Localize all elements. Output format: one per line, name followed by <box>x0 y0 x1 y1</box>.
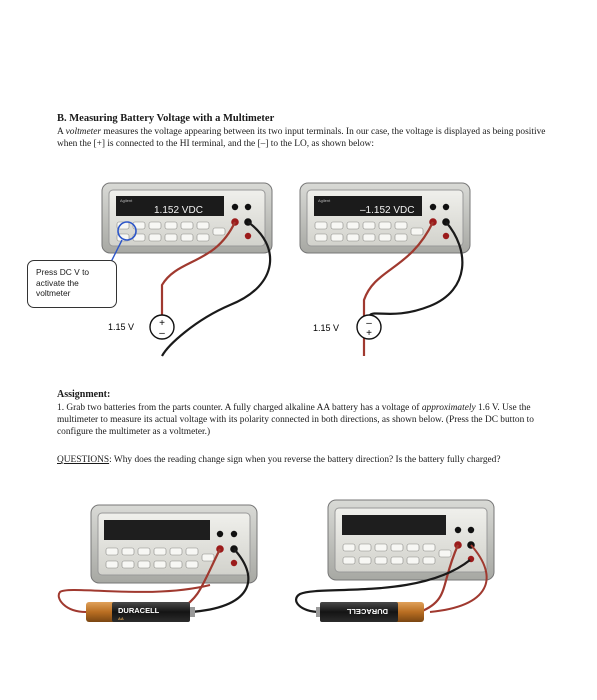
multimeter-top-left <box>102 183 272 253</box>
intro-term: voltmeter <box>65 127 102 137</box>
section-title: B. Measuring Battery Voltage with a Multimeter <box>57 113 275 124</box>
multimeter-top-right <box>300 183 470 253</box>
battery-brand: DURACELL <box>118 606 160 615</box>
battery-brand: DURACELL <box>346 607 388 616</box>
questions-text: : Why does the reading change sign when you reverse the battery direction? Is the battery fully charged? <box>109 455 501 465</box>
assignment-text-em: approximately <box>421 403 476 413</box>
questions-paragraph <box>57 454 542 466</box>
battery-left <box>86 602 195 622</box>
dcv-callout: Press DC V to activate the voltmeter <box>27 260 117 308</box>
assignment-text-b: 1.6 V. Use the multimeter to measure its actual voltage with its polarity connected in both directions, as shown below. (Press the DC button to configure the multimeter as a voltmeter.) <box>57 403 534 438</box>
intro-lead: A <box>57 127 66 137</box>
meter-display-reading: 1.152 VDC <box>154 205 203 216</box>
source-right-label: 1.15 V <box>313 323 340 333</box>
assignment-text <box>57 402 542 439</box>
meter-brand: Agilent <box>120 198 133 203</box>
source-left-label: 1.15 V <box>108 322 135 332</box>
minus-symbol: – <box>366 318 372 329</box>
minus-symbol: – <box>159 328 165 339</box>
assignment-text-a: 1. Grab two batteries from the parts counter. A fully charged alkaline AA battery has a voltage of <box>57 403 422 413</box>
voltage-source-right <box>357 315 381 339</box>
battery-right-reversed <box>316 602 424 622</box>
voltage-source-left <box>150 315 174 339</box>
questions-label: QUESTIONS <box>57 455 110 465</box>
plus-symbol: + <box>366 328 372 339</box>
intro-rest: measures the voltage appearing between its two input terminals. In our case, the voltage is displayed as being positive when the [+] is connected to the HI terminal, and the [–] to the LO, as shown below: <box>57 127 546 150</box>
meter-display-reading: –1.152 VDC <box>360 205 415 216</box>
multimeter-bottom-right <box>328 500 494 580</box>
assignment-title: Assignment: <box>57 389 111 400</box>
battery-size: AA <box>118 616 124 621</box>
multimeter-bottom-left <box>91 505 257 583</box>
meter-brand: Agilent <box>318 198 331 203</box>
plus-symbol: + <box>159 318 165 329</box>
